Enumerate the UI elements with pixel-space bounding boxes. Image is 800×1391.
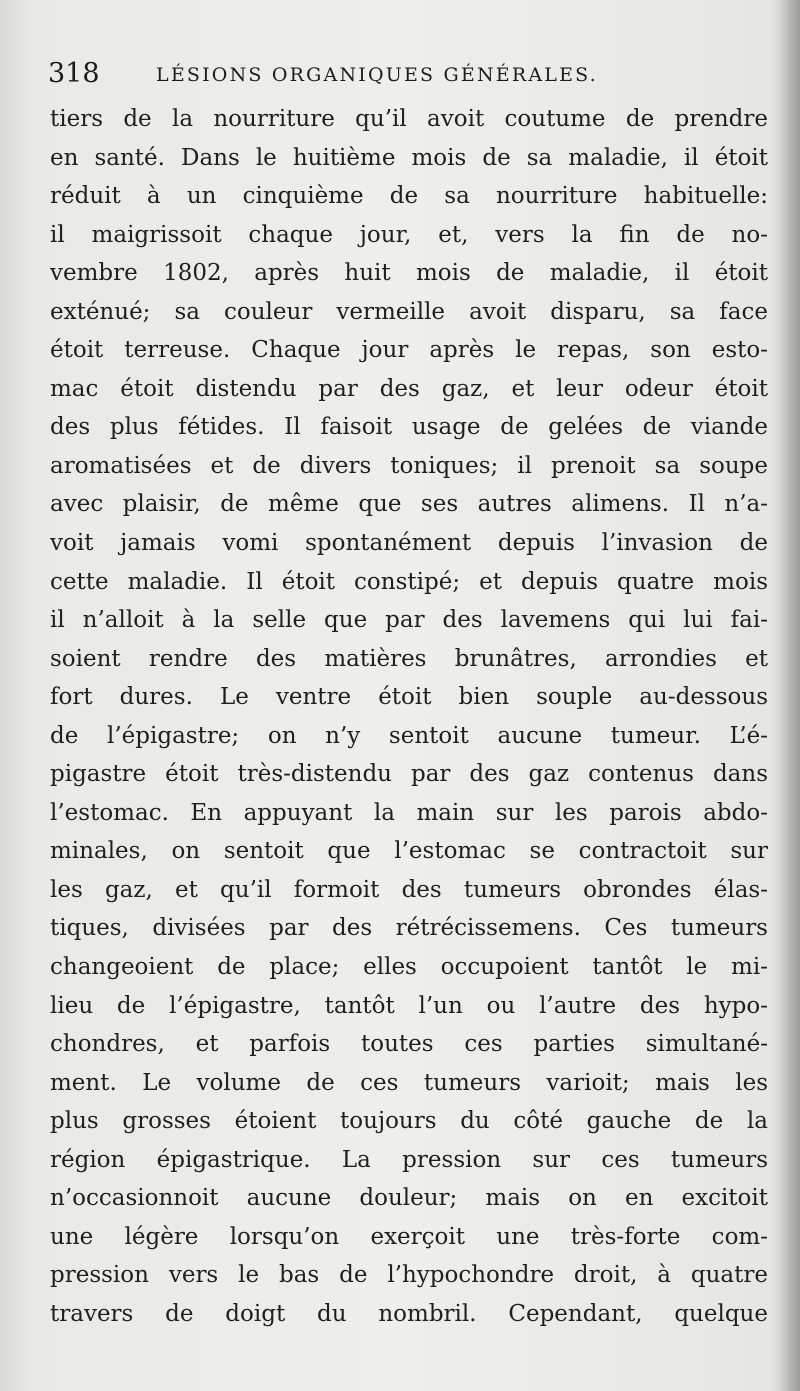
text-line-content: tiers de la nourriture qu’il avoit coutume de prendre	[50, 106, 768, 132]
text-line-content: voit jamais vomi spontanément depuis l’invasion de	[50, 530, 768, 557]
text-line	[50, 563, 768, 602]
page-number: 318	[48, 58, 100, 89]
text-line-content: n’occasionnoit aucune douleur; mais on en excitoit	[50, 1185, 768, 1212]
text-line-content: en santé. Dans le huitième mois de sa maladie, il étoit	[50, 144, 768, 171]
text-line	[50, 293, 768, 332]
text-line-content: aromatisées et de divers toniques; il prenoit sa soupe	[50, 452, 768, 479]
text-line	[50, 678, 768, 717]
text-line	[50, 987, 768, 1026]
text-line-content: plus grosses étoient toujours du côté gauche de la	[50, 1108, 768, 1135]
text-line	[50, 447, 768, 486]
text-line-content: étoit terreuse. Chaque jour après le repas, son esto-	[50, 337, 768, 364]
text-line-content: changeoient de place; elles occupoient tantôt le mi-	[50, 954, 768, 981]
text-line-content: réduit à un cinquième de sa nourriture habituelle:	[50, 183, 768, 210]
text-line	[50, 1064, 768, 1103]
text-line-content: fort dures. Le ventre étoit bien souple au-dessous	[50, 684, 768, 711]
text-line-content: de l’épigastre; on n’y sentoit aucune tumeur. L’é-	[50, 722, 768, 749]
text-line	[50, 832, 768, 871]
body-text	[50, 100, 768, 1334]
text-line-content: exténué; sa couleur vermeille avoit disparu, sa face	[50, 298, 768, 325]
page-header	[48, 58, 768, 98]
text-line-content: des plus fétides. Il faisoit usage de gelées de viande	[50, 414, 768, 441]
text-line-content: il n’alloit à la selle que par des lavemens qui lui fai-	[50, 607, 768, 634]
text-line-content: pression vers le bas de l’hypochondre droit, à quatre	[50, 1262, 768, 1289]
text-line-content: les gaz, et qu’il formoit des tumeurs obrondes élas-	[50, 876, 768, 903]
text-line-content: mac étoit distendu par des gaz, et leur odeur étoit	[50, 375, 768, 402]
text-line	[50, 216, 768, 255]
text-line-content: soient rendre des matières brunâtres, arrondies et	[50, 645, 768, 672]
text-line-content: cette maladie. Il étoit constipé; et depuis quatre mois	[50, 568, 768, 595]
text-line-content: région épigastrique. La pression sur ces tumeurs	[50, 1146, 768, 1173]
text-line-content: vembre 1802, après huit mois de maladie, il étoit	[50, 260, 768, 287]
page-edge-shadow	[778, 0, 800, 1391]
text-line	[50, 871, 768, 910]
text-line	[50, 177, 768, 216]
text-line	[50, 717, 768, 756]
text-line	[50, 254, 768, 293]
text-line	[50, 370, 768, 409]
text-line-content: pigastre étoit très-distendu par des gaz contenus dans	[50, 761, 768, 788]
text-line-content: ment. Le volume de ces tumeurs varioit; mais les	[50, 1069, 768, 1096]
text-line	[50, 1295, 768, 1334]
text-line	[50, 1218, 768, 1257]
text-line	[50, 408, 768, 447]
text-line	[50, 755, 768, 794]
text-line	[50, 485, 768, 524]
text-line	[50, 1102, 768, 1141]
text-line	[50, 139, 768, 178]
text-line-content: chondres, et parfois toutes ces parties simultané-	[50, 1031, 768, 1058]
text-line-content: une légère lorsqu’on exerçoit une très-forte com-	[50, 1223, 768, 1250]
text-line	[50, 794, 768, 833]
text-line-content: tiques, divisées par des rétrécissemens. Ces tumeurs	[50, 915, 768, 942]
text-line	[50, 100, 768, 139]
text-line	[50, 948, 768, 987]
text-line	[50, 331, 768, 370]
text-line	[50, 1179, 768, 1218]
text-line	[50, 909, 768, 948]
text-line-content: minales, on sentoit que l’estomac se contractoit sur	[50, 838, 768, 865]
text-line	[50, 601, 768, 640]
text-line-content: l’estomac. En appuyant la main sur les parois abdo-	[50, 799, 768, 826]
text-line	[50, 1025, 768, 1064]
text-line-content: lieu de l’épigastre, tantôt l’un ou l’autre des hypo-	[50, 992, 768, 1019]
text-line	[50, 524, 768, 563]
text-line	[50, 1141, 768, 1180]
text-line-content: il maigrissoit chaque jour, et, vers la fin de no-	[50, 221, 768, 248]
text-line	[50, 640, 768, 679]
text-line-content: travers de doigt du nombril. Cependant, quelque	[50, 1300, 768, 1327]
running-head: LÉSIONS ORGANIQUES GÉNÉRALES.	[156, 64, 598, 86]
text-line-content: avec plaisir, de même que ses autres alimens. Il n’a-	[50, 491, 768, 518]
text-line	[50, 1256, 768, 1295]
